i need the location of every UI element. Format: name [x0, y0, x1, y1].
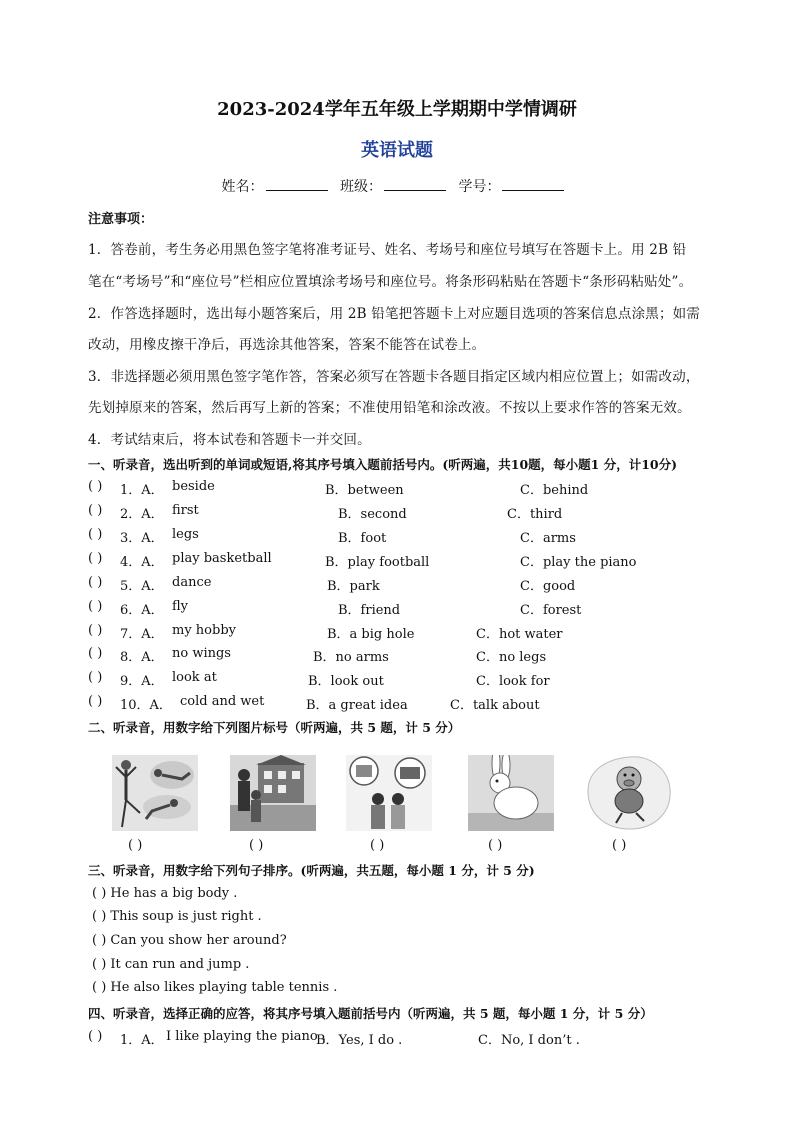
option-c: C．forest	[520, 603, 582, 618]
student-info-line	[0, 176, 794, 196]
option-c: C．third	[507, 507, 563, 522]
option-b: B．between	[325, 483, 404, 498]
question-number: 7．A．	[120, 627, 164, 642]
sentence-item[interactable]: ( ) Can you show her around?	[92, 933, 287, 948]
question-number: 1．A．	[120, 1033, 164, 1048]
section4-title: 四、听录音，选择正确的应答，将其序号填入题前括号内（听两遍，共 5 题，每小题 1 分，计 5 分）	[88, 1006, 653, 1021]
id-label: 学号：	[458, 179, 501, 195]
option-c: C．talk about	[450, 698, 540, 713]
notes-line: 2．作答选择题时，选出每小题答案后，用 2B 铅笔把答题卡上对应题目选项的答案信息点涂黑；如需	[88, 306, 701, 322]
option-b: B．foot	[338, 531, 387, 546]
rabbit-icon	[468, 755, 554, 831]
option-a: dance	[172, 575, 212, 590]
question-number: 9．A．	[120, 674, 164, 689]
option-b: B．park	[327, 579, 380, 594]
option-a: my hobby	[172, 623, 236, 638]
pig-skating-icon	[586, 755, 672, 831]
picture-answer-paren[interactable]: ( )	[612, 838, 627, 853]
id-blank[interactable]	[502, 176, 564, 191]
class-blank[interactable]	[384, 176, 446, 191]
question-number: 8．A．	[120, 650, 164, 665]
option-c: C．good	[520, 579, 576, 594]
section1-title: 一、听录音，选出听到的单词或短语,将其序号填入题前括号内。(听两遍，共10题，每小题1 分，计10分)	[88, 457, 678, 472]
answer-paren[interactable]: ( )	[88, 575, 103, 590]
option-c: C．look for	[476, 674, 550, 689]
notes-title: 注意事项：	[88, 212, 154, 227]
option-c: C．hot water	[476, 627, 563, 642]
question-number: 2．A．	[120, 507, 164, 522]
notes-line: 1．答卷前，考生务必用黑色签字笔将准考证号、姓名、考场号和座位号填写在答题卡上。用 2B 铅	[88, 242, 687, 258]
section3-title: 三、听录音，用数字给下列句子排序。(听两遍，共五题，每小题 1 分，计 5 分)	[88, 863, 535, 878]
option-a: look at	[172, 670, 217, 685]
street-scene-icon	[230, 755, 316, 831]
option-a: no wings	[172, 646, 231, 661]
sentence-item[interactable]: ( ) This soup is just right .	[92, 909, 262, 924]
answer-paren[interactable]: ( )	[88, 1029, 103, 1044]
kids-exercising-icon	[112, 755, 198, 831]
notes-line: 先划掉原来的答案，然后再写上新的答案；不准使用铅笔和涂改液。不按以上要求作答的答案无效。	[88, 400, 691, 416]
notes-line: 改动，用橡皮擦干净后，再选涂其他答案，答案不能答在试卷上。	[88, 337, 486, 353]
people-talking-icon	[346, 755, 432, 831]
sentence-item[interactable]: ( ) He also likes playing table tennis .	[92, 980, 338, 995]
notes-line: 4．考试结束后，将本试卷和答题卡一并交回。	[88, 432, 371, 448]
option-b: B．second	[338, 507, 407, 522]
answer-paren[interactable]: ( )	[88, 503, 103, 518]
answer-paren[interactable]: ( )	[88, 670, 103, 685]
option-b: B．a big hole	[327, 627, 415, 642]
option-c: C．behind	[520, 483, 589, 498]
option-b: B．friend	[338, 603, 401, 618]
option-c: C．play the piano	[520, 555, 637, 570]
section2-title: 二、听录音，用数字给下列图片标号（听两遍，共 5 题，计 5 分）	[88, 720, 461, 735]
option-c: C．no legs	[476, 650, 547, 665]
picture-answer-paren[interactable]: ( )	[128, 838, 143, 853]
picture-answer-paren[interactable]: ( )	[249, 838, 264, 853]
exam-title: 2023-2024学年五年级上学期期中学情调研	[217, 99, 577, 120]
answer-paren[interactable]: ( )	[88, 599, 103, 614]
answer-paren[interactable]: ( )	[88, 646, 103, 661]
answer-paren[interactable]: ( )	[88, 623, 103, 638]
answer-paren[interactable]: ( )	[88, 694, 103, 709]
picture-answer-paren[interactable]: ( )	[370, 838, 385, 853]
option-a: legs	[172, 527, 199, 542]
sentence-item[interactable]: ( ) It can run and jump .	[92, 957, 250, 972]
option-a: cold and wet	[180, 694, 265, 709]
option-c: C．arms	[520, 531, 576, 546]
notes-line: 3．非选择题必须用黑色签字笔作答，答案必须写在答题卡各题目指定区域内相应位置上；如需改动，	[88, 369, 700, 385]
option-a: beside	[172, 479, 215, 494]
notes-line: 笔在“考场号”和“座位号”栏相应位置填涂考场号和座位号。将条形码粘贴在答题卡“条形码粘贴处”。	[88, 274, 693, 290]
answer-paren[interactable]: ( )	[88, 527, 103, 542]
option-b: B．play football	[325, 555, 430, 570]
option-b: B．Yes, I do .	[316, 1033, 403, 1048]
question-number: 5．A．	[120, 579, 164, 594]
name-blank[interactable]	[266, 176, 328, 191]
option-c: C．No, I don’t .	[478, 1033, 580, 1048]
question-number: 1．A．	[120, 483, 164, 498]
question-number: 3．A．	[120, 531, 164, 546]
name-label: 姓名：	[221, 179, 264, 195]
sentence-item[interactable]: ( ) He has a big body .	[92, 886, 238, 901]
exam-subtitle: 英语试题	[361, 140, 433, 161]
answer-paren[interactable]: ( )	[88, 479, 103, 494]
option-b: B．no arms	[313, 650, 389, 665]
question-number: 6．A．	[120, 603, 164, 618]
option-a: fly	[172, 599, 189, 614]
class-label: 班级：	[340, 179, 382, 195]
picture-answer-paren[interactable]: ( )	[488, 838, 503, 853]
option-a: play basketball	[172, 551, 272, 566]
question-number: 4．A．	[120, 555, 164, 570]
option-b: B．a great idea	[306, 698, 408, 713]
question-number: 10．A．	[120, 698, 172, 713]
answer-paren[interactable]: ( )	[88, 551, 103, 566]
option-a: first	[172, 503, 199, 518]
option-a: I like playing the piano .	[166, 1029, 326, 1044]
option-b: B．look out	[308, 674, 384, 689]
